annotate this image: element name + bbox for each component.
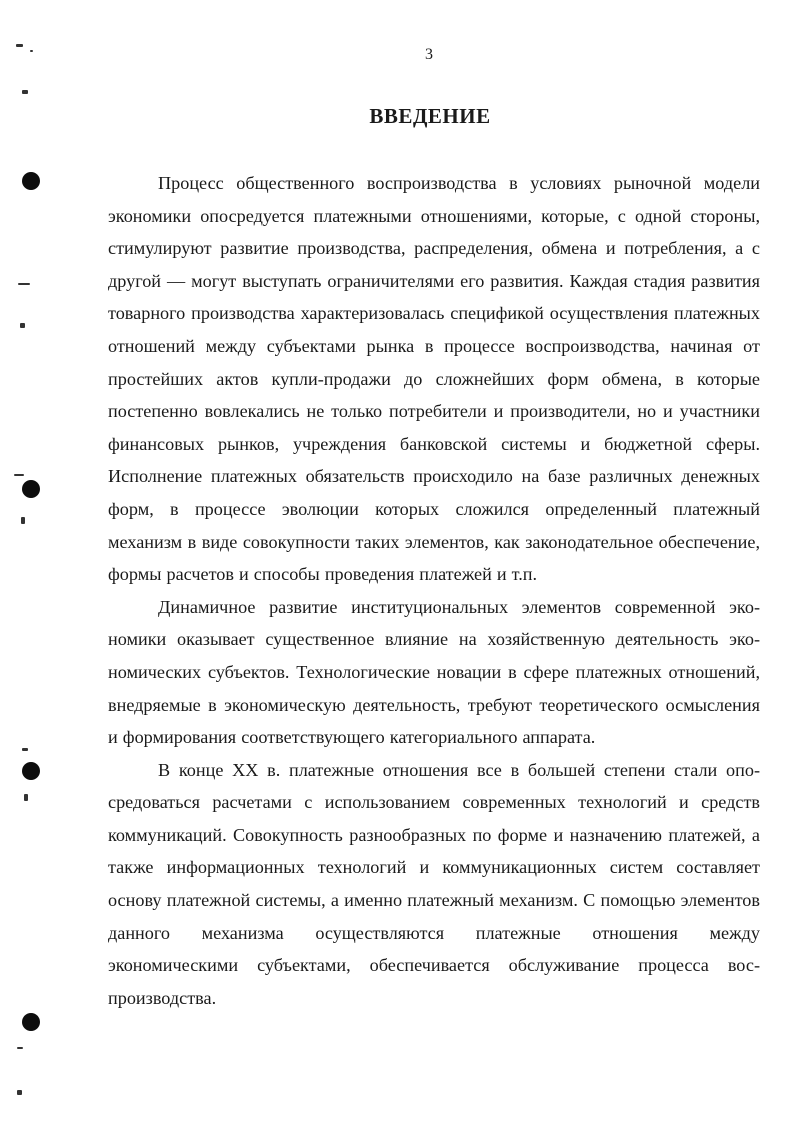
scan-speck [17, 1090, 22, 1095]
body-text [108, 167, 760, 1014]
scan-speck [14, 474, 24, 476]
scan-speck [22, 90, 28, 94]
binder-hole [22, 172, 40, 190]
scan-speck [18, 283, 30, 285]
binder-hole [22, 480, 40, 498]
paragraph-2: Динамичное развитие институциональных элементов современной экономики оказывает существенное влияние на хозяйственную деятельность экономических субъектов. Технологические новации в сфере платежных отношений, внедряемые в экономическую деятельность, требуют теоретического осмысления и формирования соответствующего категориального аппарата. [108, 596, 760, 748]
binder-hole [22, 762, 40, 780]
scan-speck [20, 323, 25, 328]
paragraph-3: В конце XX в. платежные отношения все в большей степени стали опосредоваться расчетами с использованием современных технологий и средств коммуникаций. Совокупность разнообразных по форме и назначению платежей, а также информационных технологий и коммуникационных систем составляет основу платежной системы, а именно платежный механизм. С помощью элементов данного механизма осуществляются платежные отношения между экономическими субъектами, обеспечивается обслуживание процесса воспроизводства. [108, 759, 760, 1008]
scan-speck [24, 794, 28, 801]
scan-speck [17, 1047, 23, 1049]
scan-speck [21, 517, 25, 524]
paragraph-1: Процесс общественного воспроизводства в условиях рыночной модели экономики опосредуется платежными отношениями, которые, с одной стороны, стимулируют развитие производства, распределения, обмена и потребления, а с другой — могут выступать ограничителями его развития. Каждая стадия развития товарного производства характеризовалась спецификой осуществления платежных отношений между субъектами рынка в процессе воспроизводства, начиная от простейших актов купли-продажи до сложнейших форм обмена, в которые постепенно вовлекались не только потребители и производители, но и участники финансовых рынков, учреждения банковской системы и бюджетной сферы. Исполнение платежных обязательств происходило на базе различных денежных форм, в процессе эволюции которых сложился определенный платежный механизм в виде совокупности таких элементов, как законодательное обеспечение, формы расчетов и способы проведения платежей и т.п. [108, 173, 760, 585]
scan-speck [22, 748, 28, 751]
page-number: 3 [425, 46, 433, 63]
binder-hole [22, 1013, 40, 1031]
section-heading: ВВЕДЕНИЕ [369, 104, 491, 128]
